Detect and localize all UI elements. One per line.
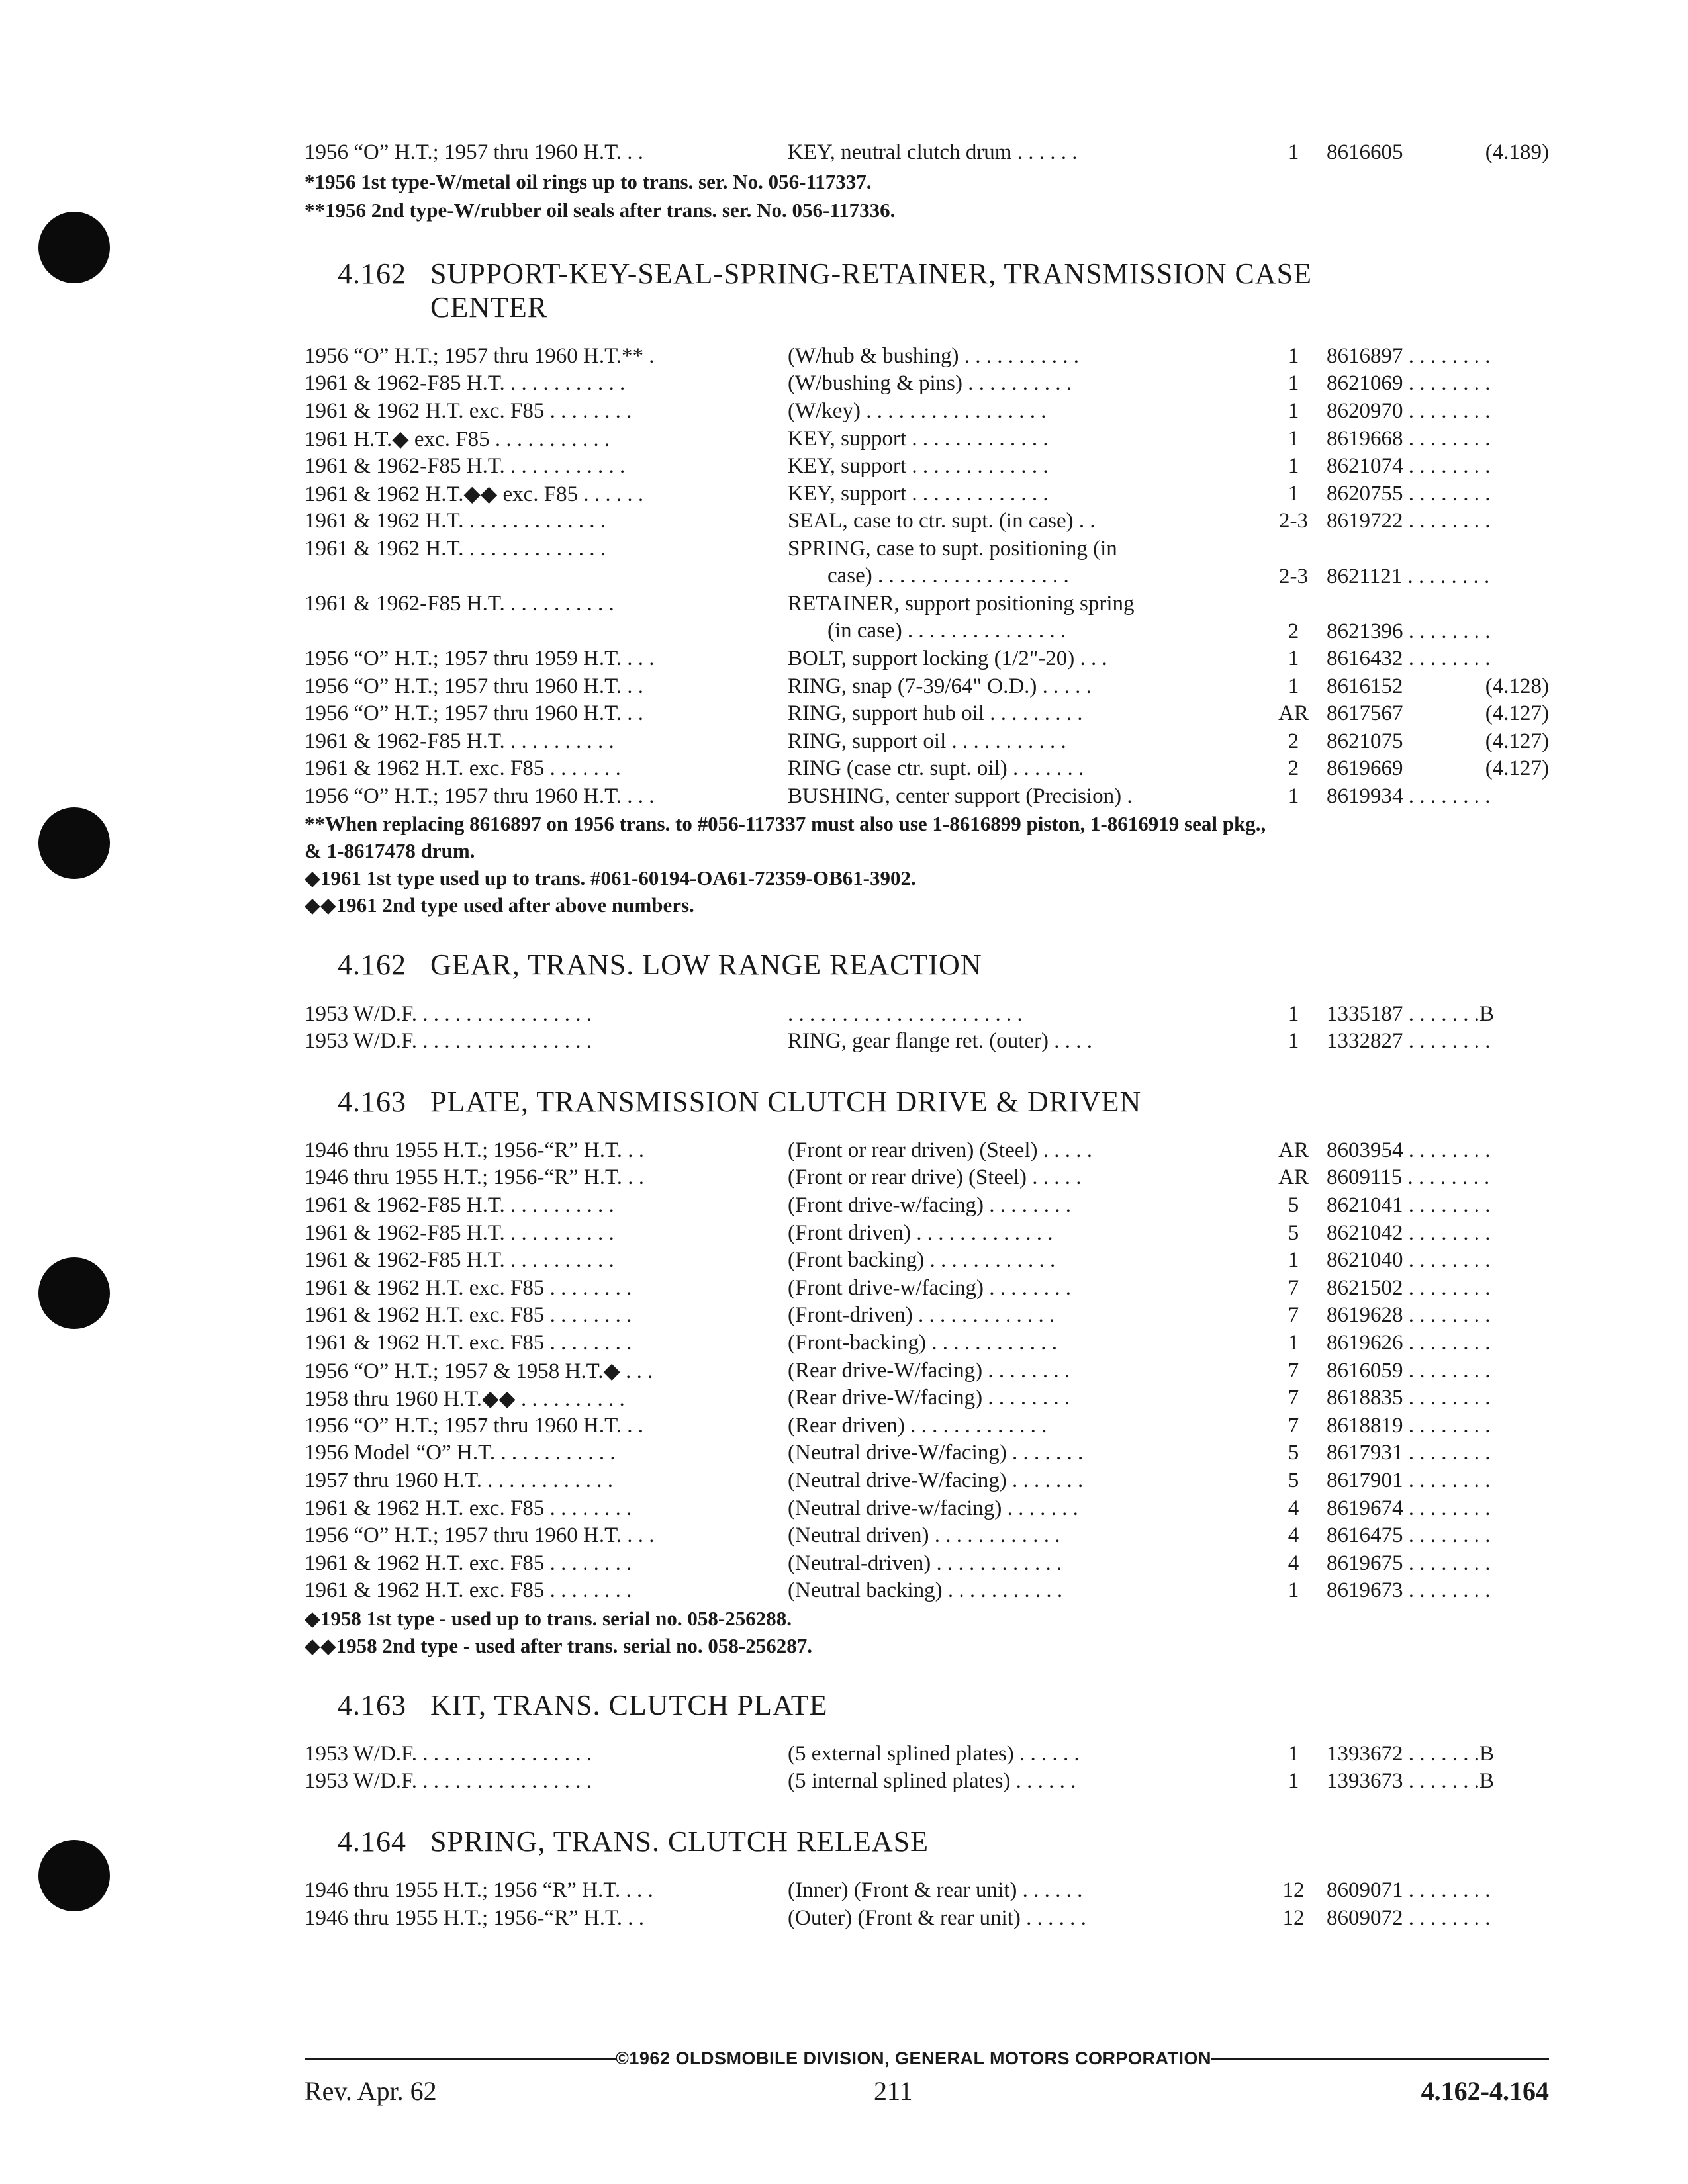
quantity-cell: 1 <box>1288 1330 1299 1355</box>
quantity-cell: 1 <box>1288 371 1299 396</box>
section-heading-continued: CENTER <box>430 291 548 324</box>
footnote: ◆1961 1st type used up to trans. #061-60194-OA61-72359-OB61-3902. <box>305 866 916 890</box>
part-number-cell: 8619668 . . . . . . . . <box>1327 426 1491 451</box>
quantity-cell: 12 <box>1282 1878 1305 1903</box>
description-line-1: SPRING, case to supt. positioning (in <box>788 536 1117 561</box>
footnote: **1956 2nd type-W/rubber oil seals after trans. ser. No. 056-117336. <box>305 198 896 222</box>
description-cell: (Rear drive-W/facing) . . . . . . . . <box>788 1386 1070 1410</box>
table-row <box>305 1494 1549 1522</box>
application-cell: 1961 & 1962 H.T. exc. F85 . . . . . . . . <box>305 1275 632 1300</box>
section-title <box>338 1688 1549 1722</box>
table-row <box>305 1577 1549 1605</box>
quantity-cell: AR <box>1278 1138 1309 1162</box>
quantity-cell: 1 <box>1288 1578 1299 1603</box>
copyright-line <box>305 2048 1549 2069</box>
description-cell: RING, gear flange ret. (outer) . . . . <box>788 1029 1092 1054</box>
table-row <box>305 453 1549 480</box>
quantity-cell: 2 <box>1288 729 1299 753</box>
table-row <box>305 508 1549 535</box>
part-number-cell: 8619675 . . . . . . . . <box>1327 1551 1491 1575</box>
application-cell: 1961 & 1962 H.T. exc. F85 . . . . . . . . <box>305 1303 632 1328</box>
table-row <box>305 1385 1549 1412</box>
footnote: ◆1958 1st type - used up to trans. serial no. 058-256288. <box>305 1606 792 1630</box>
part-number-cell: 8619674 . . . . . . . . <box>1327 1496 1491 1520</box>
description-cell: (W/hub & bushing) . . . . . . . . . . . <box>788 343 1079 368</box>
quantity-cell: 1 <box>1288 1741 1299 1766</box>
application-cell: 1946 thru 1955 H.T.; 1956-“R” H.T. . . <box>305 1905 644 1930</box>
table-row <box>305 1192 1549 1220</box>
description-cell: KEY, support . . . . . . . . . . . . . <box>788 481 1049 506</box>
part-number-cell: 8619722 . . . . . . . . <box>1327 509 1491 533</box>
reference-cell: (4.189) <box>1485 140 1549 165</box>
quantity-cell: 12 <box>1282 1905 1305 1930</box>
table-row <box>305 1219 1549 1247</box>
table-row <box>305 1247 1549 1275</box>
application-cell: 1956 “O” H.T.; 1957 & 1958 H.T.◆ . . . <box>305 1359 653 1384</box>
reference-cell: (4.127) <box>1485 729 1549 753</box>
table-row <box>305 1904 1549 1932</box>
application-cell: 1958 thru 1960 H.T.◆◆ . . . . . . . . . . <box>305 1387 625 1411</box>
description-cell: (Front or rear drive) (Steel) . . . . . <box>788 1165 1082 1190</box>
table-row <box>305 1768 1549 1796</box>
reference-cell <box>1466 535 1549 590</box>
part-number-cell: 8603954 . . . . . . . . <box>1327 1138 1491 1162</box>
footer-rule-left <box>305 2058 616 2060</box>
table-row <box>305 1274 1549 1302</box>
section-4-163 <box>305 1085 1549 1659</box>
quantity-cell: 1 <box>1288 1029 1299 1054</box>
table-row <box>305 1164 1549 1192</box>
section-number: 4.163 <box>338 1688 406 1721</box>
part-number-cell: 8621396 . . . . . . . . <box>1327 619 1491 643</box>
application-cell: 1961 & 1962-F85 H.T. . . . . . . . . . . <box>305 729 614 753</box>
section-number: 4.162 <box>338 948 406 981</box>
description-cell: (Front-driven) . . . . . . . . . . . . . <box>788 1303 1055 1328</box>
description-cell: (W/key) . . . . . . . . . . . . . . . . . <box>788 399 1047 424</box>
table-row <box>305 480 1549 508</box>
application-cell: 1946 thru 1955 H.T.; 1956 “R” H.T. . . . <box>305 1878 653 1903</box>
application-cell: 1956 Model “O” H.T. . . . . . . . . . . . <box>305 1441 616 1465</box>
part-number-cell: 8620755 . . . . . . . . <box>1327 481 1491 506</box>
page-footer <box>305 2048 1549 2115</box>
table-row <box>305 343 1549 371</box>
reference-cell: (4.127) <box>1485 756 1549 781</box>
application-cell: 1961 & 1962 H.T. exc. F85 . . . . . . . . <box>305 1330 632 1355</box>
section-title <box>338 1085 1549 1118</box>
sections <box>305 257 1549 1932</box>
table-row <box>305 1330 1549 1357</box>
quantity-cell: 7 <box>1288 1303 1299 1328</box>
table-row <box>305 1522 1549 1550</box>
application-cell: 1961 & 1962 H.T. . . . . . . . . . . . . . <box>305 509 606 533</box>
application-cell: 1946 thru 1955 H.T.; 1956-“R” H.T. . . <box>305 1165 644 1190</box>
reference-cell: (4.128) <box>1485 674 1549 698</box>
application-cell: 1961 & 1962 H.T.◆◆ exc. F85 . . . . . . <box>305 482 644 507</box>
intro-block <box>305 139 1549 224</box>
description-cell: (Front-backing) . . . . . . . . . . . . <box>788 1330 1057 1355</box>
description-cell: SEAL, case to ctr. supt. (in case) . . <box>788 509 1096 533</box>
quantity-cell: 2-3 <box>1279 509 1308 533</box>
section-heading: SUPPORT-KEY-SEAL-SPRING-RETAINER, TRANSMISSION CASE <box>430 257 1313 290</box>
footer-bottom <box>305 2075 1549 2115</box>
table-row <box>305 1877 1549 1905</box>
section-title <box>338 1825 1549 1858</box>
quantity-cell: 2 <box>1288 756 1299 781</box>
quantity-cell: 5 <box>1288 1441 1299 1465</box>
table-row <box>305 1302 1549 1330</box>
quantity-cell: 1 <box>1288 647 1299 671</box>
application-cell: 1961 & 1962 H.T. exc. F85 . . . . . . . . <box>305 1551 632 1575</box>
description-cell: (Neutral driven) . . . . . . . . . . . . <box>788 1524 1060 1548</box>
quantity-cell: 1 <box>1288 1001 1299 1026</box>
parts-catalog-page <box>305 139 1549 1932</box>
section-heading: KIT, TRANS. CLUTCH PLATE <box>430 1688 828 1721</box>
quantity-cell: 7 <box>1288 1413 1299 1437</box>
application-cell: 1953 W/D.F. . . . . . . . . . . . . . . . . <box>305 1741 592 1766</box>
part-number-cell: 8616475 . . . . . . . . <box>1327 1524 1491 1548</box>
quantity-cell: 4 <box>1288 1551 1299 1575</box>
section-range: 4.162-4.164 <box>1421 2076 1549 2106</box>
part-number-cell: 8619934 . . . . . . . . <box>1327 784 1491 809</box>
application-cell: 1961 & 1962-F85 H.T. . . . . . . . . . . <box>305 591 614 615</box>
description-cell: KEY, neutral clutch drum . . . . . . <box>788 140 1078 165</box>
quantity-cell: 4 <box>1288 1496 1299 1520</box>
quantity-cell: 4 <box>1288 1524 1299 1548</box>
table-row <box>305 1412 1549 1439</box>
table-row <box>305 755 1549 783</box>
part-number-cell: 8621040 . . . . . . . . <box>1327 1248 1491 1273</box>
part-number-cell: 8616432 . . . . . . . . <box>1327 647 1491 671</box>
table-row <box>305 1741 1549 1768</box>
section-4-164 <box>305 1825 1549 1932</box>
reference-cell <box>1466 590 1549 645</box>
description-cell <box>788 535 1260 590</box>
revision-date: Rev. Apr. 62 <box>305 2076 437 2106</box>
table-row <box>305 1439 1549 1467</box>
description-cell: (Front drive-w/facing) . . . . . . . . <box>788 1275 1071 1300</box>
application-cell: 1961 & 1962-F85 H.T. . . . . . . . . . . . <box>305 371 626 396</box>
quantity-cell: 7 <box>1288 1358 1299 1383</box>
quantity-cell: 5 <box>1288 1193 1299 1217</box>
section-4-162 <box>305 948 1549 1055</box>
part-number-cell: 8621042 . . . . . . . . <box>1327 1220 1491 1245</box>
quantity-cell: 1 <box>1288 140 1299 165</box>
part-number-cell: 8620970 . . . . . . . . <box>1327 399 1491 424</box>
part-number-cell: 8616605 <box>1327 140 1403 165</box>
section-number: 4.164 <box>338 1825 406 1858</box>
application-cell: 1956 “O” H.T.; 1957 thru 1959 H.T. . . . <box>305 647 655 671</box>
quantity-cell: 1 <box>1288 454 1299 478</box>
quantity-cell: 1 <box>1288 784 1299 809</box>
description-cell: (Inner) (Front & rear unit) . . . . . . <box>788 1878 1083 1903</box>
parts-table <box>305 343 1549 811</box>
part-number-cell: 8621041 . . . . . . . . <box>1327 1193 1491 1217</box>
part-number-cell: 8616152 <box>1327 674 1403 698</box>
description-cell: (Front drive-w/facing) . . . . . . . . <box>788 1193 1071 1217</box>
quantity-cell: 2 <box>1288 619 1299 643</box>
application-cell: 1961 & 1962-F85 H.T. . . . . . . . . . . <box>305 1220 614 1245</box>
binder-hole-3 <box>38 1257 110 1329</box>
application-cell: 1961 & 1962 H.T. exc. F85 . . . . . . . <box>305 756 621 781</box>
table-row <box>305 672 1549 700</box>
part-number-cell: 8609071 . . . . . . . . <box>1327 1878 1491 1903</box>
description-cell: (Rear driven) . . . . . . . . . . . . . <box>788 1413 1047 1437</box>
binder-hole-2 <box>38 807 110 879</box>
quantity-cell: 1 <box>1288 1248 1299 1273</box>
table-row <box>305 1467 1549 1495</box>
footnote: *1956 1st type-W/metal oil rings up to trans. ser. No. 056-117337. <box>305 169 872 193</box>
description-line-2: (in case) . . . . . . . . . . . . . . . <box>827 618 1066 643</box>
description-cell: (5 internal splined plates) . . . . . . <box>788 1769 1076 1794</box>
application-cell: 1961 & 1962 H.T. . . . . . . . . . . . . . <box>305 536 606 561</box>
binder-hole-4 <box>38 1840 110 1911</box>
table-row <box>305 1137 1549 1165</box>
part-number-cell: 8618819 . . . . . . . . <box>1327 1413 1491 1437</box>
description-cell: (Neutral drive-W/facing) . . . . . . . <box>788 1468 1084 1492</box>
table-row <box>305 425 1549 453</box>
part-number-cell: 8619628 . . . . . . . . <box>1327 1303 1491 1328</box>
application-cell: 1957 thru 1960 H.T. . . . . . . . . . . . . <box>305 1468 613 1492</box>
description-cell: (Front or rear driven) (Steel) . . . . . <box>788 1138 1093 1162</box>
description-cell: RING, snap (7-39/64" O.D.) . . . . . <box>788 674 1092 698</box>
footnote: ◆◆1961 2nd type used after above numbers. <box>305 893 694 917</box>
description-cell: (Front driven) . . . . . . . . . . . . . <box>788 1220 1053 1245</box>
description-cell: (Outer) (Front & rear unit) . . . . . . <box>788 1905 1086 1930</box>
copyright-text: ©1962 OLDSMOBILE DIVISION, GENERAL MOTORS CORPORATION <box>616 2048 1212 2068</box>
application-cell: 1956 “O” H.T.; 1957 thru 1960 H.T. . . <box>305 1413 644 1437</box>
part-number-cell: 1335187 . . . . . . .B <box>1327 1001 1495 1026</box>
section-number: 4.162 <box>338 257 406 290</box>
application-cell: 1956 “O” H.T.; 1957 thru 1960 H.T. . . . <box>305 1524 655 1548</box>
application-cell: 1956 “O” H.T.; 1957 thru 1960 H.T. . . . <box>305 784 655 809</box>
application-cell: 1956 “O” H.T.; 1957 thru 1960 H.T. . . <box>305 674 644 698</box>
description-cell: (Neutral drive-w/facing) . . . . . . . <box>788 1496 1078 1520</box>
part-number-cell: 8621121 . . . . . . . . <box>1327 564 1490 588</box>
description-cell: (5 external splined plates) . . . . . . <box>788 1741 1080 1766</box>
quantity-cell: AR <box>1278 1165 1309 1190</box>
part-number-cell: 8621074 . . . . . . . . <box>1327 454 1491 478</box>
application-cell: 1956 “O” H.T.; 1957 thru 1960 H.T. . . <box>305 702 644 726</box>
quantity-cell: 1 <box>1288 674 1299 698</box>
part-number-cell: 8617901 . . . . . . . . <box>1327 1468 1491 1492</box>
quantity-cell: 1 <box>1288 1769 1299 1794</box>
page-number: 211 <box>874 2076 913 2106</box>
section-title <box>338 257 1549 324</box>
section-4-162 <box>305 257 1549 919</box>
section-4-163 <box>305 1688 1549 1796</box>
parts-table <box>305 1741 1549 1796</box>
application-cell: 1961 & 1962-F85 H.T. . . . . . . . . . . <box>305 1248 614 1273</box>
application-cell: 1961 & 1962-F85 H.T. . . . . . . . . . . <box>305 1193 614 1217</box>
section-heading: PLATE, TRANSMISSION CLUTCH DRIVE & DRIVEN <box>430 1085 1142 1118</box>
application-cell: 1953 W/D.F. . . . . . . . . . . . . . . . . <box>305 1001 592 1026</box>
part-number-cell: 1393673 . . . . . . .B <box>1327 1769 1495 1794</box>
quantity-cell: 5 <box>1288 1468 1299 1492</box>
description-cell <box>788 590 1260 645</box>
application-cell: 1956 “O” H.T.; 1957 thru 1960 H.T. . . <box>305 140 644 165</box>
part-number-cell: 1332827 . . . . . . . . <box>1327 1029 1491 1054</box>
quantity-cell: 1 <box>1288 399 1299 424</box>
footnote: **When replacing 8616897 on 1956 trans. to #056-117337 must also use 1-8616899 piston, 1-8616919 seal pkg., <box>305 812 1266 836</box>
part-number-cell: 8619626 . . . . . . . . <box>1327 1330 1491 1355</box>
part-number-cell: 8619673 . . . . . . . . <box>1327 1578 1491 1603</box>
description-cell: (Neutral-driven) . . . . . . . . . . . . <box>788 1551 1062 1575</box>
application-cell: 1953 W/D.F. . . . . . . . . . . . . . . . . <box>305 1769 592 1794</box>
part-number-cell: 8618835 . . . . . . . . <box>1327 1386 1491 1410</box>
parts-table <box>305 1000 1549 1055</box>
table-row <box>305 139 1549 167</box>
quantity-cell: AR <box>1278 702 1309 726</box>
part-number-cell: 8616059 . . . . . . . . <box>1327 1358 1491 1383</box>
quantity-cell: 1 <box>1288 343 1299 368</box>
description-cell: (W/bushing & pins) . . . . . . . . . . <box>788 371 1072 396</box>
part-number-cell: 8619669 <box>1327 756 1403 781</box>
description-cell: RING, support oil . . . . . . . . . . . <box>788 729 1066 753</box>
application-cell: 1961 & 1962 H.T. exc. F85 . . . . . . . . <box>305 1496 632 1520</box>
footnote: ◆◆1958 2nd type - used after trans. serial no. 058-256287. <box>305 1633 812 1657</box>
description-cell: BOLT, support locking (1/2"-20) . . . <box>788 647 1107 671</box>
part-number-cell: 8609072 . . . . . . . . <box>1327 1905 1491 1930</box>
application-cell: 1961 & 1962 H.T. exc. F85 . . . . . . . . <box>305 399 632 424</box>
table-row <box>305 1357 1549 1385</box>
quantity-cell: 7 <box>1288 1275 1299 1300</box>
part-number-cell: 8621069 . . . . . . . . <box>1327 371 1491 396</box>
table-row <box>305 1000 1549 1028</box>
description-cell: (Front backing) . . . . . . . . . . . . <box>788 1248 1056 1273</box>
binder-hole-1 <box>38 212 110 283</box>
parts-table <box>305 1137 1549 1605</box>
description-line-1: RETAINER, support positioning spring <box>788 591 1135 615</box>
table-row <box>305 590 1549 645</box>
description-cell: RING, support hub oil . . . . . . . . . <box>788 702 1083 726</box>
reference-cell: (4.127) <box>1485 702 1549 726</box>
table-row <box>305 645 1549 673</box>
footnote: & 1-8617478 drum. <box>305 839 475 863</box>
application-cell: 1961 & 1962 H.T. exc. F85 . . . . . . . . <box>305 1578 632 1603</box>
part-number-cell: 8621502 . . . . . . . . <box>1327 1275 1491 1300</box>
footer-rule-right <box>1211 2058 1549 2060</box>
table-row <box>305 535 1549 590</box>
part-number-cell: 8621075 <box>1327 729 1403 753</box>
table-row <box>305 728 1549 756</box>
part-number-cell: 8609115 . . . . . . . . <box>1327 1165 1490 1190</box>
parts-table <box>305 1877 1549 1932</box>
section-number: 4.163 <box>338 1085 406 1118</box>
table-row <box>305 700 1549 728</box>
table-row <box>305 398 1549 426</box>
part-number-cell: 8616897 . . . . . . . . <box>1327 343 1491 368</box>
quantity-cell: 1 <box>1288 426 1299 451</box>
application-cell: 1946 thru 1955 H.T.; 1956-“R” H.T. . . <box>305 1138 644 1162</box>
description-cell: (Neutral drive-W/facing) . . . . . . . <box>788 1441 1084 1465</box>
table-row <box>305 370 1549 398</box>
description-line-2: case) . . . . . . . . . . . . . . . . . . <box>827 563 1069 588</box>
description-cell: BUSHING, center support (Precision) . <box>788 784 1133 809</box>
quantity-cell: 1 <box>1288 481 1299 506</box>
table-row <box>305 1028 1549 1056</box>
quantity-cell: 5 <box>1288 1220 1299 1245</box>
application-cell: 1953 W/D.F. . . . . . . . . . . . . . . . . <box>305 1029 592 1054</box>
part-number-cell: 8617567 <box>1327 702 1403 726</box>
description-cell: . . . . . . . . . . . . . . . . . . . . . . <box>788 1001 1023 1026</box>
part-number-cell: 8617931 . . . . . . . . <box>1327 1441 1491 1465</box>
description-cell: KEY, support . . . . . . . . . . . . . <box>788 426 1049 451</box>
table-row <box>305 783 1549 811</box>
quantity-cell: 7 <box>1288 1386 1299 1410</box>
section-heading: SPRING, TRANS. CLUTCH RELEASE <box>430 1825 929 1858</box>
application-cell: 1961 H.T.◆ exc. F85 . . . . . . . . . . . <box>305 428 610 452</box>
application-cell: 1961 & 1962-F85 H.T. . . . . . . . . . . . <box>305 454 626 478</box>
description-cell: RING (case ctr. supt. oil) . . . . . . . <box>788 756 1084 781</box>
application-cell: 1956 “O” H.T.; 1957 thru 1960 H.T.** . <box>305 343 655 368</box>
description-cell: (Rear drive-W/facing) . . . . . . . . <box>788 1358 1070 1383</box>
quantity-cell: 2-3 <box>1279 564 1308 588</box>
table-row <box>305 1549 1549 1577</box>
section-heading: GEAR, TRANS. LOW RANGE REACTION <box>430 948 982 981</box>
part-number-cell: 1393672 . . . . . . .B <box>1327 1741 1495 1766</box>
description-cell: (Neutral backing) . . . . . . . . . . . <box>788 1578 1063 1603</box>
section-title <box>338 948 1549 981</box>
description-cell: KEY, support . . . . . . . . . . . . . <box>788 454 1049 478</box>
